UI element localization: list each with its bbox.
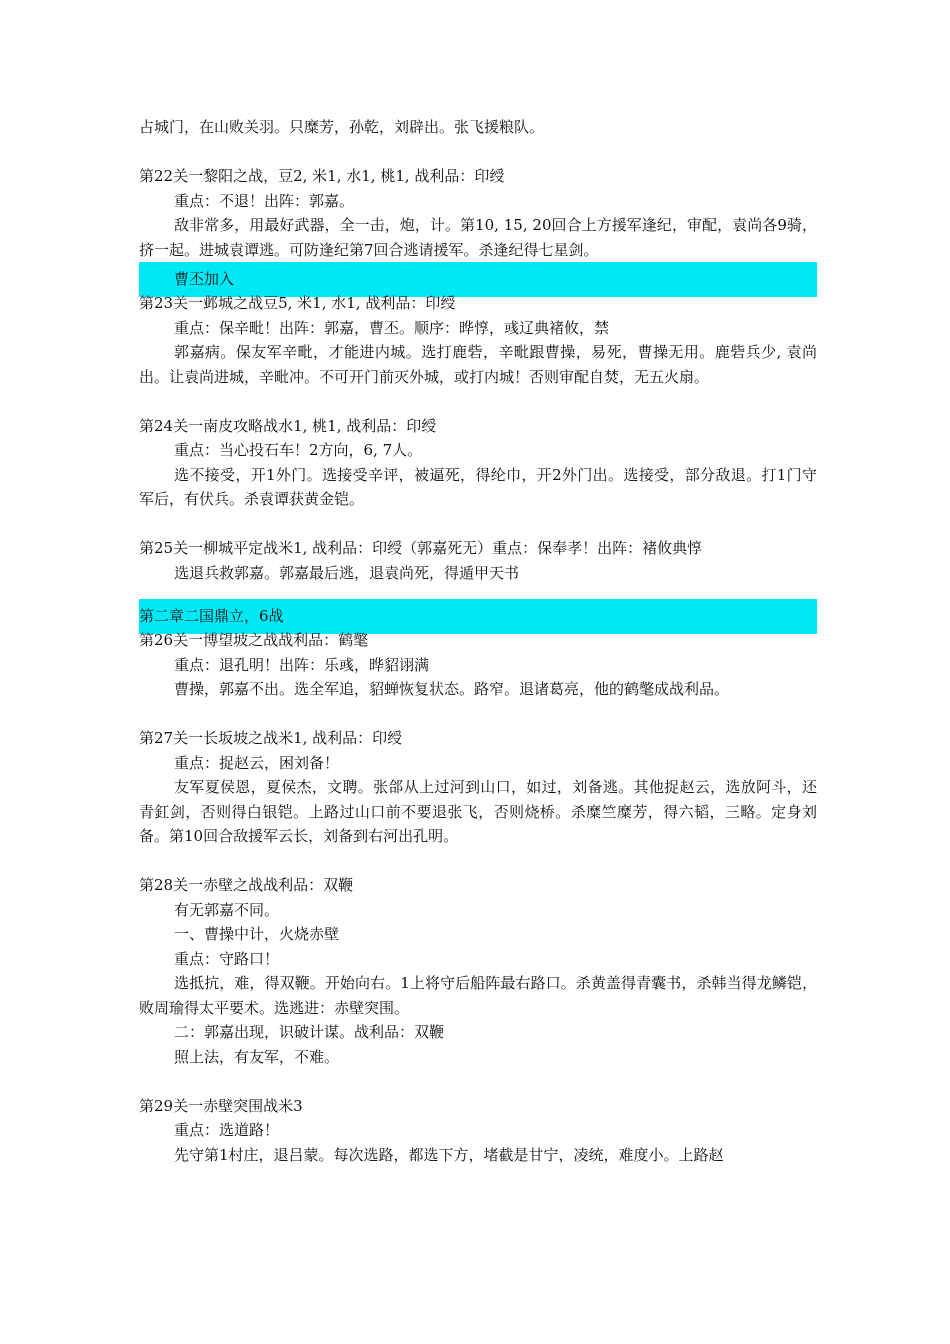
level-heading: 第23关一邺城之战豆5, 米1, 水1, 战利品：印绶 [139, 294, 456, 312]
paragraph: 郭嘉病。保友军辛毗，才能进内城。选打鹿砦，辛毗跟曹操，易死，曹操无用。鹿砦兵少, 袁尚出。让袁尚进城，辛毗冲。不可开门前灭外城，或打内城！否则审配自焚，无五火扇。 [139, 343, 817, 386]
paragraph: 照上法，有友军，不难。 [174, 1047, 340, 1066]
level-heading: 第27关一长坂坡之战米1, 战利品：印绶 [139, 729, 403, 747]
level-heading: 第24关一南皮攻略战水1, 桃1, 战利品：印绶 [139, 416, 437, 435]
paragraph: 选退兵救郭嘉。郭嘉最后逃，退袁尚死，得遁甲天书 [174, 563, 520, 582]
paragraph: 选抵抗，难，得双鞭。开始向右。1上将守后船阵最右路口。杀黄盖得青囊书，杀韩当得龙鳞铠，败周瑜得太平要术。选逃进：赤壁突围。 [139, 974, 817, 1017]
key-point: 重点：保辛毗！出阵：郭嘉，曹丕。顺序：晔惇，彧辽典褚攸，禁 [174, 318, 610, 337]
paragraph: 占城门，在山败关羽。只糜芳，孙乾，刘辟出。张飞援粮队。 [139, 118, 545, 136]
key-point: 重点：捉赵云，困刘备！ [174, 753, 340, 772]
paragraph: 有无郭嘉不同。 [174, 900, 280, 919]
sub-heading: 一、曹操中计，火烧赤壁 [174, 925, 340, 943]
level-heading: 第29关一赤壁突围战米3 [139, 1096, 303, 1115]
key-point: 重点：当心投石车！2方向，6, 7人。 [174, 441, 423, 459]
chapter-highlight-bar: 第二章二国鼎立，6战 [139, 599, 817, 634]
key-point: 重点：退孔明！出阵：乐彧，晔貂诩满 [174, 655, 430, 674]
key-point: 重点：守路口！ [174, 949, 280, 968]
level-heading: 第22关一黎阳之战，豆2, 米1, 水1, 桃1, 战利品：印绶 [139, 167, 505, 185]
level-heading: 第25关一柳城平定战米1, 战利品：印绶（郭嘉死无）重点：保奉孝！出阵：褚攸典惇 [139, 539, 703, 557]
paragraph: 敌非常多，用最好武器，全一击，炮，计。第10, 15, 20回合上方援军逢纪，审配，袁尚各9骑，挤一起。进城袁谭逃。可防逢纪第7回合逃请援军。杀逢纪得七星剑。 [139, 216, 817, 259]
level-heading: 第28关一赤壁之战战利品：双鞭 [139, 876, 354, 894]
document-body [139, 115, 817, 1167]
paragraph: 选不接受，开1外门。选接受辛评，被逼死，得纶巾，开2外门出。选接受，部分敌退。打1门守军后，有伏兵。杀袁谭获黄金铠。 [139, 465, 817, 508]
level-heading: 第26关一博望坡之战战利品：鹤氅 [139, 631, 369, 649]
paragraph: 曹操，郭嘉不出。选全军追，貂蝉恢复状态。路窄。退诸葛亮，他的鹤氅成战利品。 [174, 680, 730, 698]
paragraph: 先守第1村庄，退吕蒙。每次选路，都选下方，堵截是甘宁，凌统，难度小。上路赵 [174, 1145, 724, 1164]
sub-heading: 二：郭嘉出现，识破计谋。战利品：双鞭 [174, 1023, 445, 1041]
highlight-bar: 曹丕加入 [139, 262, 817, 297]
key-point: 重点：不退！出阵：郭嘉。 [174, 191, 355, 210]
key-point: 重点：选道路！ [174, 1121, 280, 1139]
paragraph: 友军夏侯恩，夏侯杰，文聘。张郃从上过河到山口，如过，刘备逃。其他捉赵云，选放阿斗，还青釭剑，否则得白银铠。上路过山口前不要退张飞，否则烧桥。杀糜竺糜芳，得六韬，三略。定身刘备。第10回合敌援军云长，刘备到右河出孔明。 [139, 778, 817, 845]
